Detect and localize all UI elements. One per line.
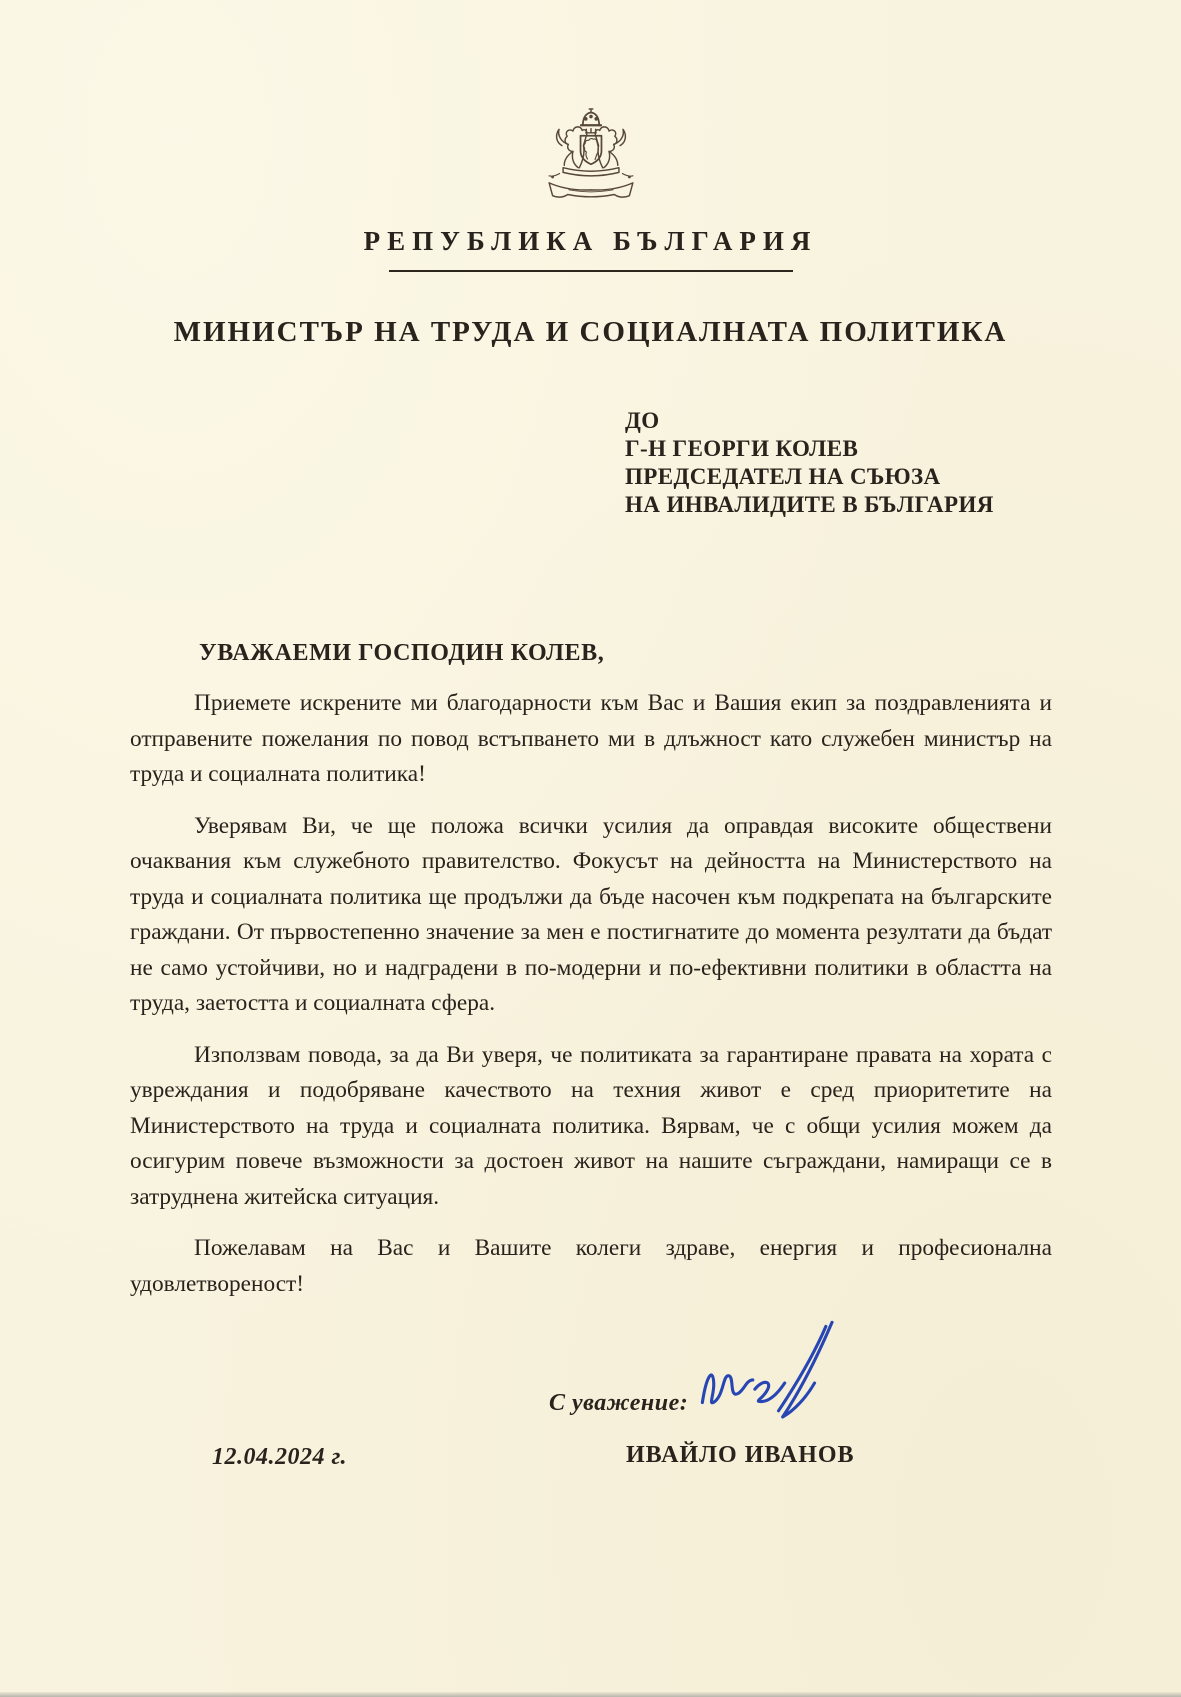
body-paragraph: Уверявам Ви, че ще положа всички усилия да оправдая високите обществени очаквания към служебното правителство. Фокусът на дейността на Министерството на труда и социалната политика ще продължи да бъде насочен към подкрепата на българските граждани. От първостепенно значение за мен е постигнатите до момента резултати да бъдат не само устойчиви, но и надградени в по-модерни и по-ефективни политики в областта на труда, заетостта и социалната сфера.: [130, 812, 1052, 1016]
salutation: УВАЖАЕМИ ГОСПОДИН КОЛЕВ,: [199, 640, 605, 666]
letter-body: [130, 686, 1052, 1318]
recipient-line: НА ИНВАЛИДИТЕ В БЪЛГАРИЯ: [625, 492, 994, 517]
body-paragraph: Използвам повода, за да Ви уверя, че политиката за гарантиране правата на хората с увреждания и подобряване качеството на техния живот е сред приоритетите на Министерството на труда и социалната политика. Вярвам, че с общи усилия можем да осигурим повече възможности за достоен живот на нашите съграждани, намиращи се в затруднена житейска ситуация.: [130, 1041, 1052, 1210]
closing-label: С уважение:: [549, 1390, 689, 1416]
recipient-line: ПРЕДСЕДАТЕЛ НА СЪЮЗА: [625, 464, 941, 489]
republic-title: РЕПУБЛИКА БЪЛГАРИЯ: [363, 226, 818, 256]
handwritten-signature-icon: [690, 1318, 865, 1451]
bulgarian-coat-of-arms-icon: [0, 108, 1181, 210]
body-paragraph: Приемете искрените ми благодарности към Вас и Вашия екип за поздравленията и отправените пожелания по повод встъпването ми в длъжност като служебен министър на труда и социалната политика!: [130, 690, 1052, 787]
header-divider: [389, 270, 793, 272]
signatory-name: ИВАЙЛО ИВАНОВ: [626, 1442, 855, 1468]
recipient-line: Г-Н ГЕОРГИ КОЛЕВ: [625, 436, 859, 461]
recipient-block: [625, 407, 994, 519]
minister-title: МИНИСТЪР НА ТРУДА И СОЦИАЛНАТА ПОЛИТИКА: [173, 316, 1008, 348]
scan-bottom-edge: [0, 1692, 1181, 1697]
letter-date: 12.04.2024 г.: [212, 1444, 348, 1470]
body-paragraph: Пожелавам на Вас и Вашите колеги здраве, енергия и професионална удовлетвореност!: [130, 1235, 1052, 1297]
recipient-line: ДО: [625, 408, 660, 433]
